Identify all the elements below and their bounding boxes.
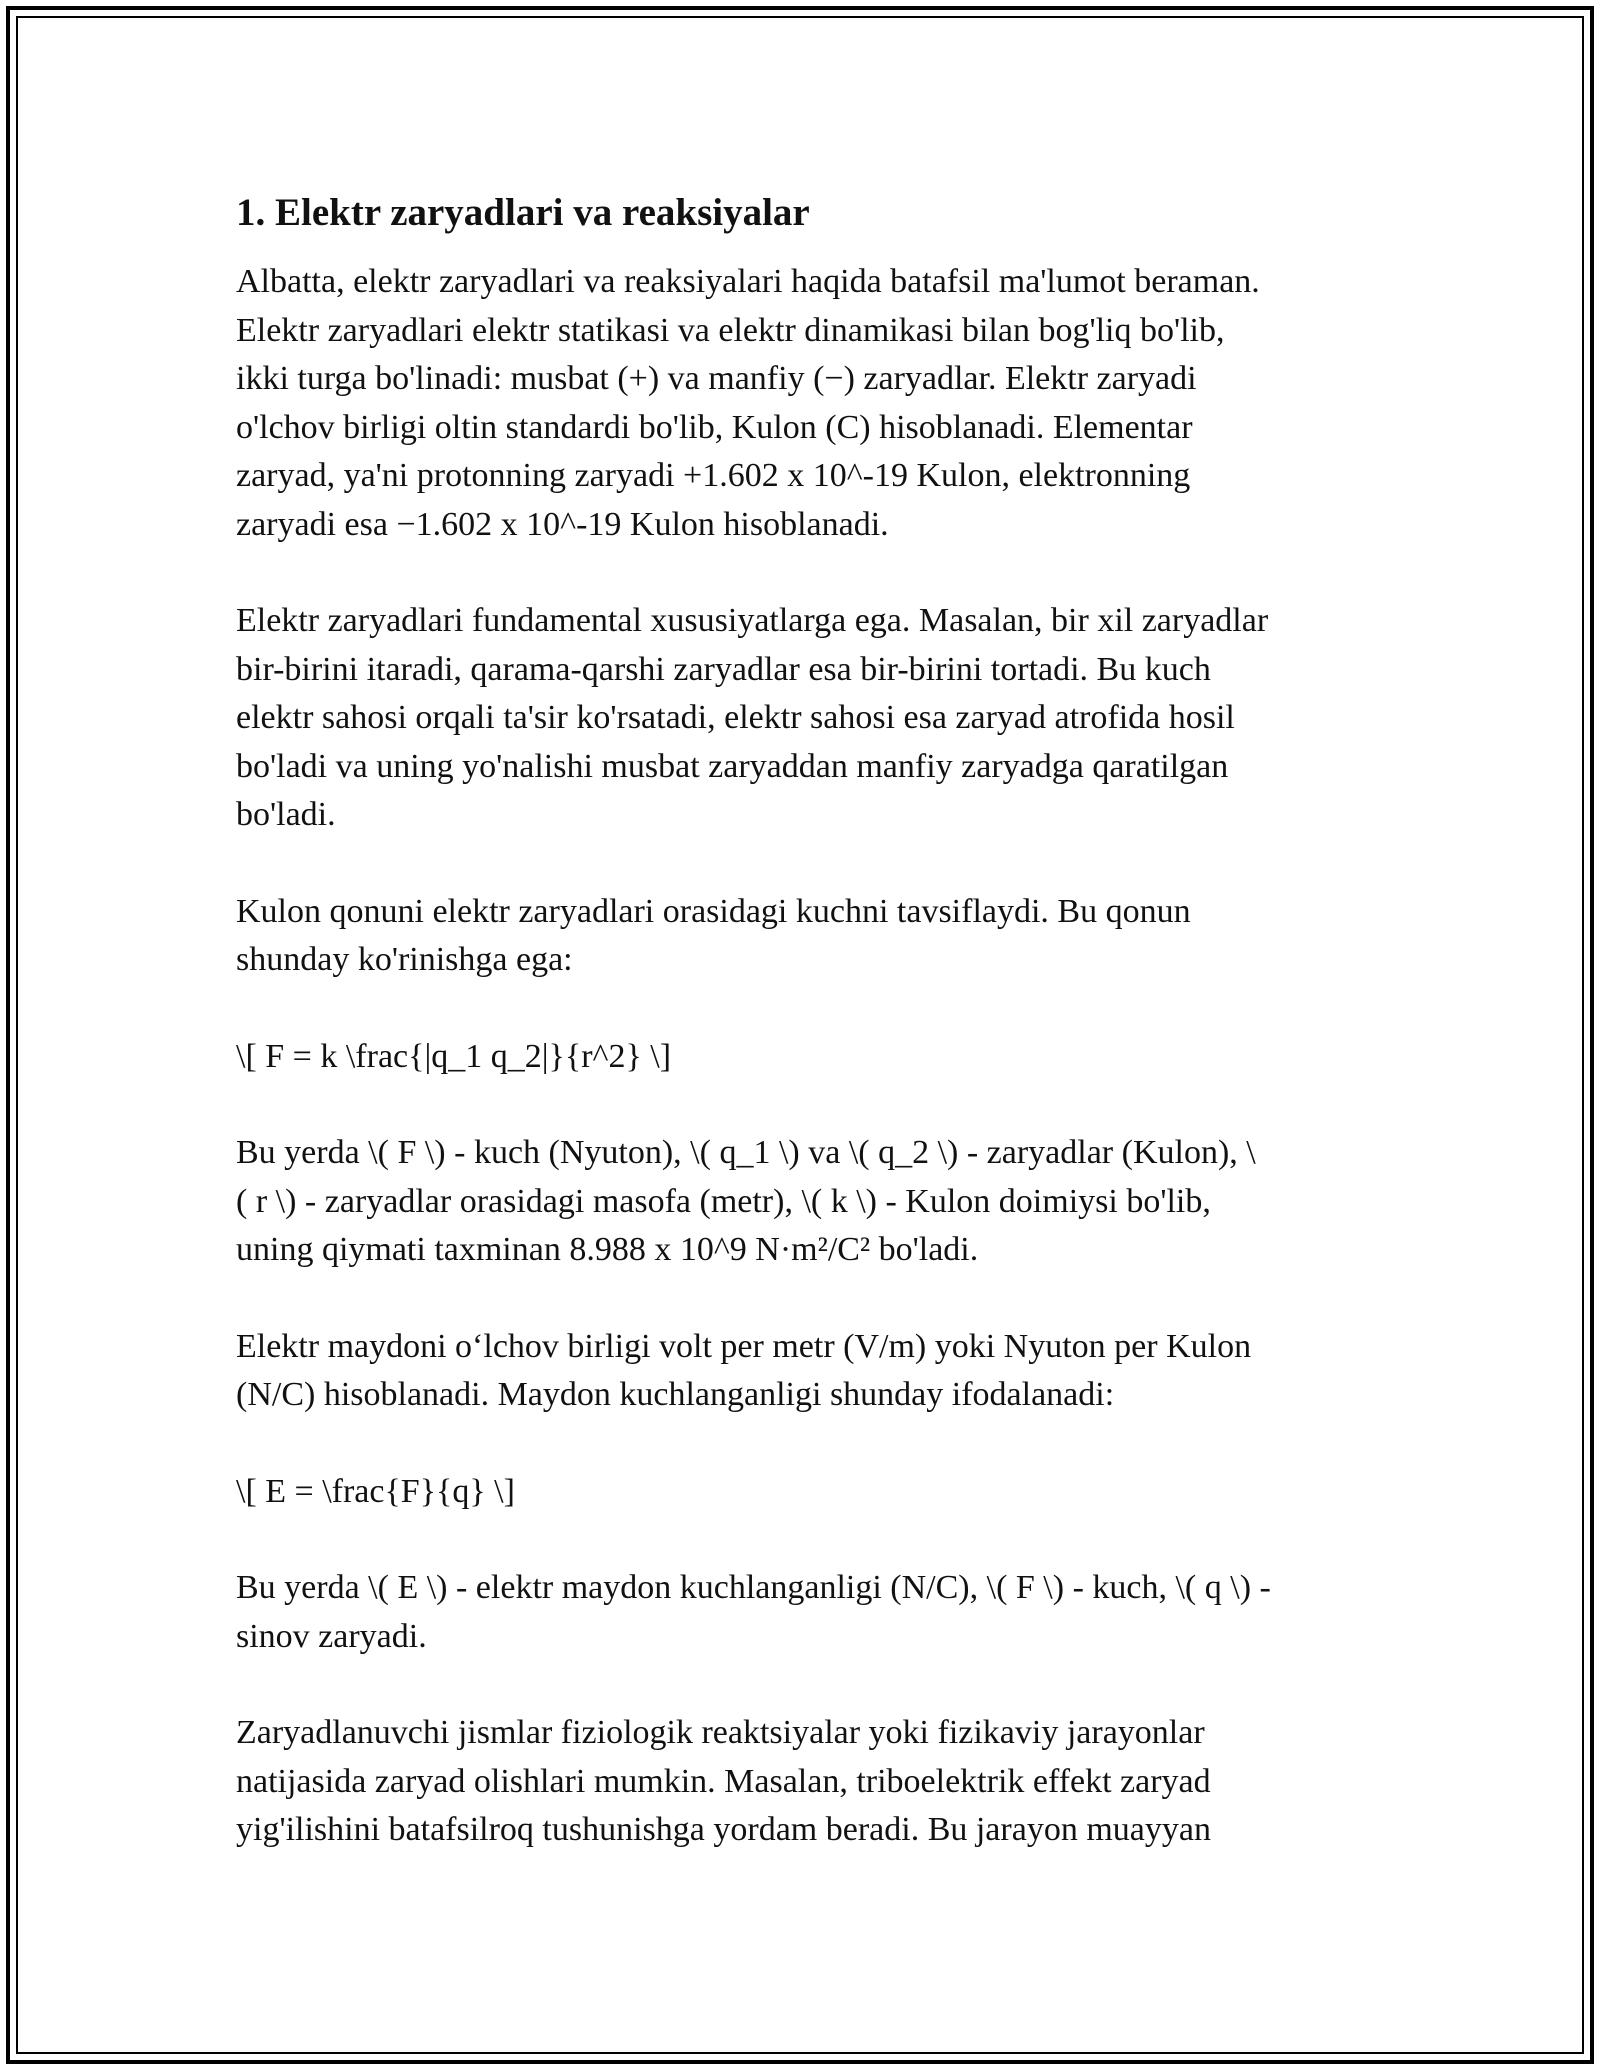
text-line: Elektr zaryadlari fundamental xususiyatlarga ega. Masalan, bir xil zaryadlar <box>236 602 1269 639</box>
paragraph-field-units <box>236 1323 1366 1420</box>
text-line: shunday ko'rinishga ega: <box>236 941 573 978</box>
formula-coulomb <box>236 1033 1366 1082</box>
paragraph-intro <box>236 258 1366 549</box>
text-line: natijasida zaryad olishlari mumkin. Masalan, triboelektrik effekt zaryad <box>236 1762 1211 1800</box>
text-line: ( r \) - zaryadlar orasidagi masofa (metr), \( k \) - Kulon doimiysi bo'lib, <box>236 1182 1211 1220</box>
text-line: elektr sahosi orqali ta'sir ko'rsatadi, elektr sahosi esa zaryad atrofida hosil <box>236 699 1235 736</box>
text-line: zaryadi esa −1.602 x 10^-19 Kulon hisoblanadi. <box>236 505 889 543</box>
text-line: bir-birini itaradi, qarama-qarshi zaryadlar esa bir-birini tortadi. Bu kuch <box>236 650 1211 688</box>
text-line: o'lchov birligi oltin standardi bo'lib, Kulon (C) hisoblanadi. Elementar <box>236 408 1193 446</box>
paragraph-field-variables <box>236 1564 1366 1661</box>
text-line: Bu yerda \( E \) - elektr maydon kuchlanganligi (N/C), \( F \) - kuch, \( q \) - <box>236 1569 1271 1606</box>
text-line: bo'ladi. <box>236 796 336 833</box>
text-line: Zaryadlanuvchi jismlar fiziologik reaktsiyalar yoki fizikaviy jarayonlar <box>236 1714 1205 1751</box>
paragraph-coulomb-variables <box>236 1129 1366 1275</box>
text-line: Kulon qonuni elektr zaryadlari orasidagi kuchni tavsiflaydi. Bu qonun <box>236 892 1191 930</box>
text-line: Albatta, elektr zaryadlari va reaksiyalari haqida batafsil ma'lumot beraman. <box>236 263 1260 300</box>
paragraph-properties <box>236 597 1366 840</box>
text-line: ikki turga bo'linadi: musbat (+) va manfiy (−) zaryadlar. Elektr zaryadi <box>236 360 1197 397</box>
text-line: yig'ilishini batafsilroq tushunishga yordam beradi. Bu jarayon muayyan <box>236 1811 1211 1848</box>
document-title: 1. Elektr zaryadlari va reaksiyalar <box>236 191 810 234</box>
text-line: sinov zaryadi. <box>236 1617 427 1655</box>
paragraph-coulomb-law <box>236 888 1366 985</box>
paragraph-charged-bodies <box>236 1709 1366 1855</box>
text-line: Bu yerda \( F \) - kuch (Nyuton), \( q_1 \) va \( q_2 \) - zaryadlar (Kulon), \ <box>236 1134 1256 1171</box>
formula-field-strength <box>236 1468 1366 1517</box>
text-line: Elektr zaryadlari elektr statikasi va elektr dinamikasi bilan bog'liq bo'lib, <box>236 311 1225 349</box>
text-line: Elektr maydoni oʻlchov birligi volt per metr (V/m) yoki Nyuton per Kulon <box>236 1327 1252 1365</box>
text-line: zaryad, ya'ni protonning zaryadi +1.602 x 10^-19 Kulon, elektronning <box>236 457 1191 494</box>
document-body <box>236 186 1366 1903</box>
text-line: bo'ladi va uning yo'nalishi musbat zaryaddan manfiy zaryadga qaratilgan <box>236 747 1229 785</box>
formula-line: \[ E = \frac{F}{q} \] <box>236 1472 515 1510</box>
text-line: uning qiymati taxminan 8.988 x 10^9 N·m²/C² bo'ladi. <box>236 1231 979 1268</box>
formula-line: \[ F = k \frac{|q_1 q_2|}{r^2} \] <box>236 1037 672 1075</box>
text-line: (N/C) hisoblanadi. Maydon kuchlanganligi shunday ifodalanadi: <box>236 1376 1115 1413</box>
